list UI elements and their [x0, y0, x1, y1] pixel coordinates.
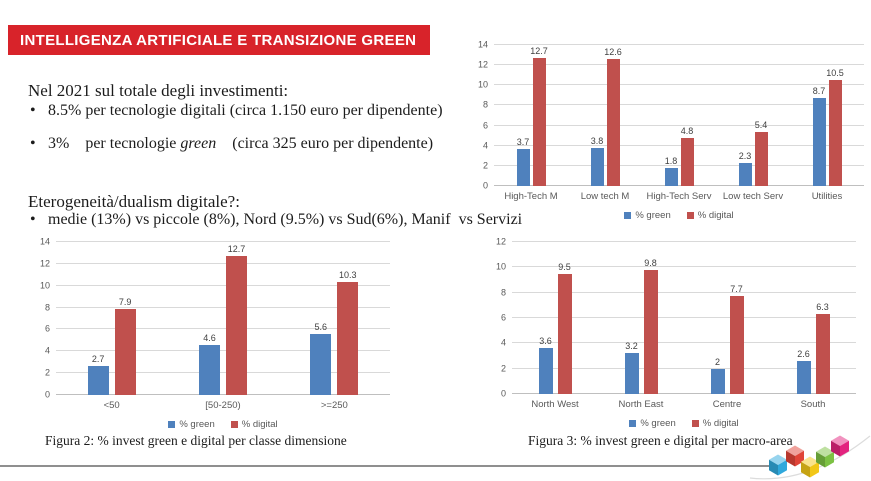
bar-value-label: 8.7 [812, 86, 826, 97]
bar-green [539, 336, 553, 394]
bar-column [517, 45, 530, 186]
bar-value-label: 9.8 [644, 257, 657, 268]
y-axis-tick: 0 [482, 180, 488, 191]
bar-group [770, 242, 856, 394]
legend-swatch-icon [692, 420, 699, 427]
bar-digital [337, 270, 358, 395]
bar-digital [115, 296, 136, 395]
legend-swatch-icon [168, 421, 175, 428]
bar-group [790, 45, 864, 186]
category-label: <50 [103, 400, 120, 411]
bar-value-label: 5.4 [754, 119, 768, 130]
category-label: Low tech Serv [722, 191, 784, 202]
legend-label: % digital [702, 418, 739, 429]
bar-group [279, 242, 390, 395]
bullet-icon: • [30, 135, 36, 152]
cubes-logo [730, 412, 871, 481]
category-label: >=250 [320, 400, 348, 411]
y-axis-tick: 6 [44, 323, 50, 334]
legend-label: % digital [241, 419, 278, 430]
bar-column [226, 242, 247, 395]
bar-column [539, 242, 553, 394]
caption-figura-3: Figura 3: % invest green e digital per macro-area [528, 432, 793, 448]
category-label: Centre [712, 399, 742, 410]
bar-value-label: 2 [714, 356, 721, 367]
bar-group [716, 45, 790, 186]
bar-column [88, 242, 109, 395]
bar-green [625, 341, 639, 394]
y-axis-tick: 14 [39, 236, 50, 247]
bar-column [310, 242, 331, 395]
bar-column [739, 45, 752, 186]
legend-swatch-icon [687, 212, 694, 219]
y-axis-tick: 6 [500, 312, 506, 323]
y-axis-tick: 6 [482, 120, 488, 131]
y-axis-tick: 12 [495, 236, 506, 247]
bar-value-label: 6.3 [816, 302, 829, 313]
y-axis-tick: 2 [482, 160, 488, 171]
bar-digital [680, 125, 694, 186]
y-axis-tick: 4 [44, 345, 50, 356]
bar-column [115, 242, 136, 395]
category-axis [494, 191, 864, 202]
bar-column [797, 242, 811, 394]
bar-value-label: 10.3 [339, 270, 357, 281]
bar-digital [730, 284, 744, 394]
bar-group [568, 45, 642, 186]
category-label: High-Tech M [504, 191, 558, 202]
bullet-icon: • [30, 102, 36, 119]
bullet-green [30, 135, 433, 153]
legend-label: % green [635, 210, 671, 221]
bullet-dualism-text: medie (13%) vs piccole (8%), Nord (9.5%) vs Sud(6%), Manif vs Servizi [48, 211, 523, 228]
bar-column [199, 242, 220, 395]
bar-group [167, 242, 278, 395]
bar-digital [558, 261, 572, 394]
bar-column [755, 45, 768, 186]
y-axis-tick: 10 [495, 261, 506, 272]
heading-dualism: Eterogeneità/dualism digitale?: [28, 192, 240, 211]
legend-item-digital [231, 419, 278, 430]
bullet-digital-text: 8.5% per tecnologie digitali (circa 1.150 euro per dipendente) [48, 102, 443, 119]
y-axis-tick: 12 [39, 258, 50, 269]
bullet-digital [30, 102, 443, 120]
bullet-green-pre: 3% per tecnologie [48, 135, 181, 152]
bar-group [598, 242, 684, 394]
legend-label: % green [640, 418, 676, 429]
category-axis [56, 400, 390, 411]
bar-column [730, 242, 744, 394]
category-label: North West [531, 399, 579, 410]
bar-green [812, 86, 826, 186]
legend-swatch-icon [624, 212, 631, 219]
bar-digital [826, 68, 844, 186]
bar-value-label: 2.6 [797, 349, 810, 360]
bullet-dualism [30, 211, 522, 229]
category-label: Utilities [811, 191, 843, 202]
cube-icon [769, 455, 787, 476]
y-axis-tick: 0 [500, 388, 506, 399]
bar-column [665, 45, 678, 186]
bar-value-label: 7.9 [118, 296, 132, 307]
bar-column [530, 45, 548, 186]
legend-item-green [629, 418, 675, 429]
chart-legend [56, 419, 390, 430]
plot-area [477, 39, 864, 191]
y-axis-tick: 4 [500, 337, 506, 348]
legend-swatch-icon [231, 421, 238, 428]
bar-green [590, 135, 604, 186]
bar-value-label: 9.5 [558, 261, 571, 272]
bar-green [310, 321, 331, 395]
legend-swatch-icon [629, 420, 636, 427]
bar-groups [512, 242, 856, 394]
bar-value-label: 12.7 [530, 46, 548, 57]
bar-column [625, 242, 639, 394]
bar-column [711, 242, 725, 394]
legend-label: % digital [697, 210, 734, 221]
bar-column [558, 242, 572, 394]
plot-area [495, 236, 856, 399]
chart-legend [494, 210, 864, 221]
bar-green [797, 349, 811, 394]
slide-title: INTELLIGENZA ARTIFICIALE E TRANSIZIONE GREEN [20, 31, 417, 49]
bar-column [644, 242, 658, 394]
y-axis-tick: 2 [500, 363, 506, 374]
bar-group [512, 242, 598, 394]
bar-value-label: 4.6 [203, 332, 216, 343]
caption-figura-2: Figura 2: % invest green e digital per classe dimensione [45, 432, 347, 448]
bar-column [681, 45, 694, 186]
bar-column [813, 45, 826, 186]
bar-value-label: 3.7 [516, 136, 530, 147]
bullet-green-text [48, 135, 433, 153]
y-axis-tick: 8 [482, 99, 488, 110]
bar-groups [494, 45, 864, 186]
bar-value-label: 2.3 [738, 150, 752, 161]
y-axis-tick: 2 [44, 367, 50, 378]
y-axis-tick: 0 [44, 389, 50, 400]
y-axis-tick: 12 [477, 59, 488, 70]
y-axis-tick: 10 [39, 280, 50, 291]
bar-group [642, 45, 716, 186]
legend-item-digital [687, 210, 734, 221]
bar-green [199, 332, 220, 395]
intro-line: Nel 2021 sul totale degli investimenti: [28, 81, 289, 100]
bar-green [711, 356, 725, 394]
footer-line [0, 465, 769, 467]
plot-area [39, 236, 390, 400]
bar-column [816, 242, 830, 394]
bar-value-label: 1.8 [664, 155, 678, 166]
bar-digital [226, 244, 247, 395]
bar-digital [754, 119, 768, 186]
bar-value-label: 12.7 [227, 244, 246, 255]
category-label: Low tech M [580, 191, 630, 202]
bar-value-label: 7.7 [730, 284, 743, 295]
bar-value-label: 3.2 [625, 341, 638, 352]
legend-item-green [624, 210, 670, 221]
bar-column [337, 242, 358, 395]
title-banner [8, 25, 430, 55]
bullet-green-post: (circa 325 euro per dipendente) [216, 135, 434, 152]
bar-value-label: 4.8 [680, 125, 694, 136]
bar-digital [530, 46, 548, 186]
bar-green [664, 155, 678, 186]
category-label: South [800, 399, 826, 410]
bar-column [826, 45, 844, 186]
chart-size-class [36, 234, 394, 447]
category-axis [512, 399, 856, 410]
bar-digital [604, 47, 622, 186]
bar-group [494, 45, 568, 186]
legend-label: % green [179, 419, 215, 430]
bar-value-label: 3.8 [590, 135, 604, 146]
category-label: North East [618, 399, 664, 410]
bar-digital [816, 302, 830, 394]
chart-sector [478, 33, 870, 238]
bar-green [88, 353, 109, 396]
bar-group [684, 242, 770, 394]
bar-value-label: 5.6 [314, 321, 328, 332]
y-axis-tick: 4 [482, 140, 488, 151]
bar-green [738, 150, 752, 186]
bar-value-label: 3.6 [539, 336, 552, 347]
bar-column [604, 45, 622, 186]
bar-green [516, 136, 530, 186]
y-axis-tick: 10 [477, 79, 488, 90]
bar-value-label: 2.7 [91, 353, 105, 364]
y-axis-tick: 8 [500, 287, 506, 298]
bar-digital [644, 257, 658, 394]
bar-groups [56, 242, 390, 395]
bullet-icon: • [30, 211, 36, 228]
category-label: [50-250) [205, 400, 241, 411]
y-axis-tick: 8 [44, 302, 50, 313]
legend-item-green [168, 419, 214, 430]
y-axis-tick: 14 [477, 39, 488, 50]
bar-group [56, 242, 167, 395]
bar-column [591, 45, 604, 186]
bar-value-label: 12.6 [604, 47, 622, 58]
bullet-green-italic: green [180, 135, 217, 152]
bar-value-label: 10.5 [826, 68, 844, 79]
category-label: High-Tech Serv [646, 191, 712, 202]
